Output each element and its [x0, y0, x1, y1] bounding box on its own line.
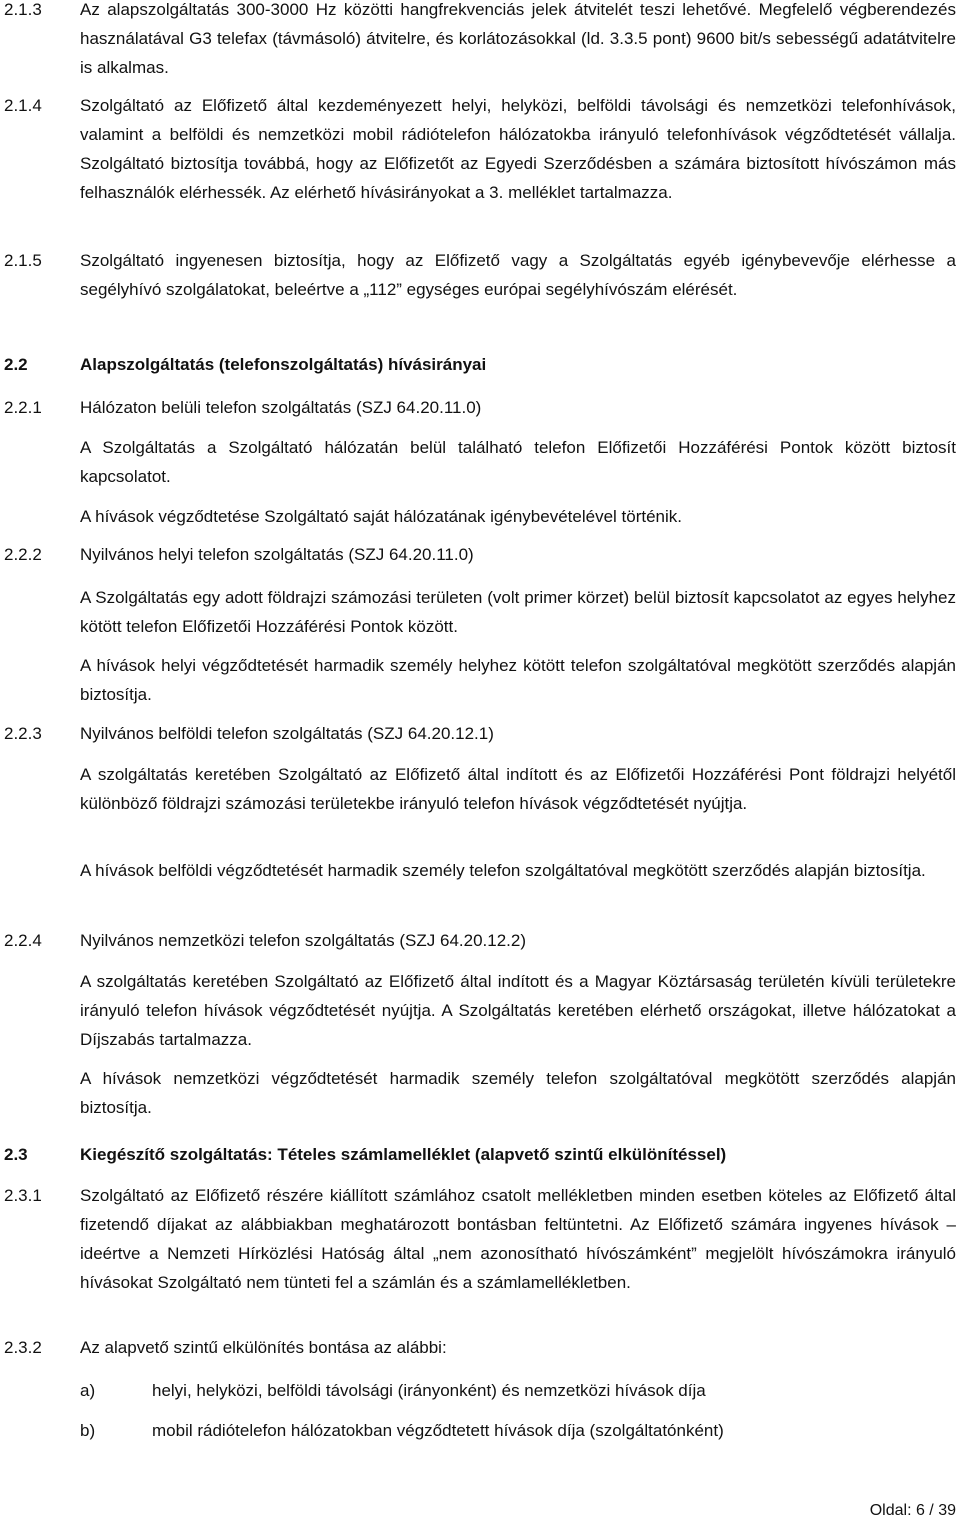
subsection-title: Nyilvános belföldi telefon szolgáltatás (SZJ 64.20.12.1)	[80, 724, 494, 743]
section-heading: Alapszolgáltatás (telefonszolgáltatás) hívásirányai	[80, 355, 487, 374]
section-2-3-2	[4, 1333, 956, 1362]
section-2-1-3	[4, 0, 956, 82]
heading-2-3	[4, 1140, 956, 1169]
section-2-1-4	[4, 91, 956, 207]
list-text: helyi, helyközi, belföldi távolsági (irányonként) és nemzetközi hívások díja	[152, 1381, 706, 1400]
section-number: 2.1.4	[4, 96, 42, 115]
section-number: 2.3.1	[4, 1186, 42, 1205]
heading-2-2-2	[4, 540, 956, 569]
paragraph: A hívások nemzetközi végződtetését harmadik személy telefon szolgáltatóval megkötött szerződés alapján biztosítja.	[80, 1069, 956, 1117]
section-number: 2.2.3	[4, 724, 42, 743]
paragraph: A hívások helyi végződtetését harmadik személy helyhez kötött telefon szolgáltatóval megkötött szerződés alapján biztosítja.	[80, 656, 956, 704]
page-number: Oldal: 6 / 39	[869, 1502, 956, 1519]
subsection-title: Nyilvános helyi telefon szolgáltatás (SZJ 64.20.11.0)	[80, 545, 474, 564]
subsection-title: Nyilvános nemzetközi telefon szolgáltatás (SZJ 64.20.12.2)	[80, 931, 527, 950]
paragraph: A szolgáltatás keretében Szolgáltató az Előfizető által indított és az Előfizetői Hozzáférési Pont földrajzi helyétől különböző földrajzi számozási területekbe irányuló telefon hívások végződtetését nyújtja.	[80, 765, 956, 813]
paragraph: A Szolgáltatás a Szolgáltató hálózatán belül található telefon Előfizetői Hozzáférési Pontok között biztosít kapcsolatot.	[80, 438, 956, 486]
section-text: Az alapvető szintű elkülönítés bontása az alábbi:	[80, 1338, 447, 1357]
section-number: 2.3	[4, 1145, 28, 1164]
list-label: b)	[80, 1421, 96, 1440]
section-text: Szolgáltató az Előfizető által kezdeményezett helyi, helyközi, belföldi távolsági és nemzetközi telefonhívások, valamint a belföldi és nemzetközi mobil rádiótelefon hálózatokba irányuló telefonhívások végződtetését vállalja. Szolgáltató biztosítja továbbá, hogy az Előfizetőt az Egyedi Szerződésben a számára biztosított hívószámon más felhasználók elérhessék. Az elérhető hívásirányokat a 3. melléklet tartalmazza.	[80, 96, 956, 202]
section-number: 2.2	[4, 355, 28, 374]
subsection-title: Hálózaton belüli telefon szolgáltatás (SZJ 64.20.11.0)	[80, 398, 482, 417]
paragraph: A hívások végződtetése Szolgáltató saját hálózatának igénybevételével történik.	[80, 507, 682, 526]
section-number: 2.2.4	[4, 931, 42, 950]
paragraph: A hívások belföldi végződtetését harmadik személy telefon szolgáltatóval megkötött szerződés alapján biztosítja.	[80, 861, 926, 880]
paragraph: A Szolgáltatás egy adott földrajzi számozási területen (volt primer körzet) belül biztosít kapcsolatot az egyes helyhez kötött telefon Előfizetői Hozzáférési Pontok között.	[80, 588, 956, 636]
section-number: 2.2.2	[4, 545, 42, 564]
heading-2-2-3	[4, 719, 956, 748]
section-number: 2.1.3	[4, 0, 42, 19]
section-text: Szolgáltató az Előfizető részére kiállított számlához csatolt mellékletben minden esetben köteles az Előfizető által fizetendő díjakat az alábbiakban meghatározott bontásban feltüntetni. Az Előfizető számára ingyenes hívások – ideértve a Nemzeti Hírközlési Hatóság által „nem azonosítható hívószámként” megjelölt hívószámokra irányuló hívásokat Szolgáltató nem tünteti fel a számlán és a számlamellékletben.	[80, 1186, 956, 1292]
section-number: 2.2.1	[4, 398, 42, 417]
section-number: 2.3.2	[4, 1338, 42, 1357]
section-2-3-1	[4, 1181, 956, 1297]
heading-2-2-1	[4, 393, 956, 422]
heading-2-2	[4, 350, 956, 379]
section-heading: Kiegészítő szolgáltatás: Tételes számlamelléklet (alapvető szintű elkülönítéssel)	[80, 1145, 727, 1164]
section-text: Szolgáltató ingyenesen biztosítja, hogy az Előfizető vagy a Szolgáltatás egyéb igénybevevője elérhesse a segélyhívó szolgálatokat, beleértve a „112” egységes európai segélyhívószám elérését.	[80, 251, 956, 299]
list-label: a)	[80, 1381, 96, 1400]
section-text: Az alapszolgáltatás 300-3000 Hz közötti hangfrekvenciás jelek átvitelét teszi lehetővé. Megfelelő végberendezés használatával G3 telefax (távmásoló) átvitelre, és korlátozásokkal (ld. 3.3.5 pont) 9600 bit/s sebességű adatátvitelre is alkalmas.	[80, 0, 956, 77]
section-2-1-5	[4, 246, 956, 304]
paragraph: A szolgáltatás keretében Szolgáltató az Előfizető által indított és a Magyar Köztársaság területén kívüli területekre irányuló telefon hívások végződtetését nyújtja. A Szolgáltatás keretében elérhető országokat, illetve hálózatokat a Díjszabás tartalmazza.	[80, 972, 956, 1049]
section-number: 2.1.5	[4, 251, 42, 270]
list-text: mobil rádiótelefon hálózatokban végződtetett hívások díja (szolgáltatónként)	[152, 1421, 724, 1440]
heading-2-2-4	[4, 926, 956, 955]
